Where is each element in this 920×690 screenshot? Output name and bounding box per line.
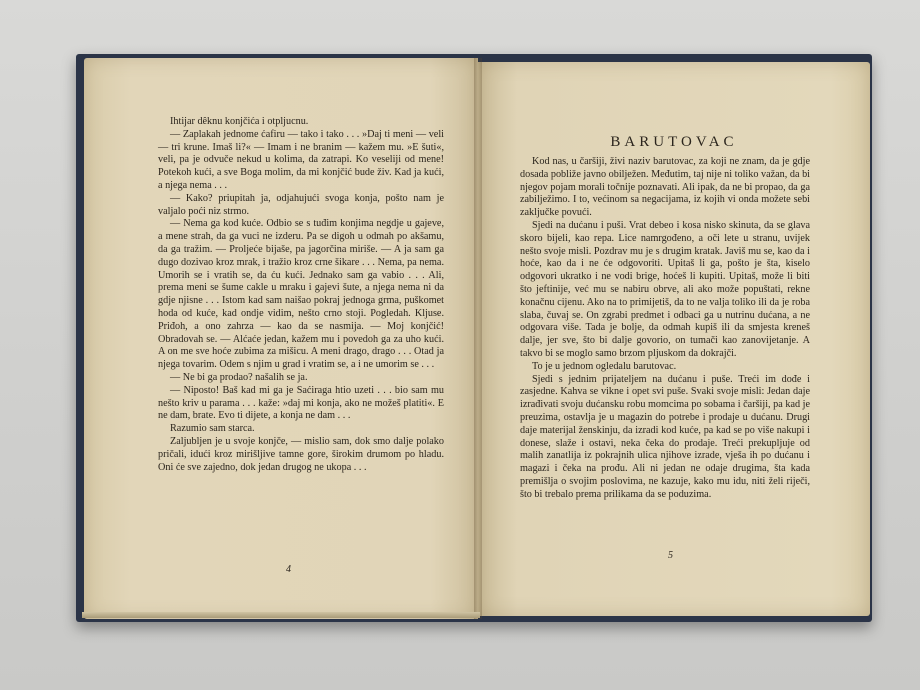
left-page-text: [158, 116, 444, 474]
chapter-title: BARUTOVAC: [610, 134, 738, 150]
page-edge: [82, 612, 480, 618]
paragraph: — Nema ga kod kuće. Odbio se s tuđim konjima negdje u gajeve, a mene strah, da ga vuci ne izderu. Pa se digoh u odmah po akšamu, da ga tražim. — Proljeće bijaše, pa jagorčina miriše. — A ja sam ga dugo dozivao kroz mrak, i tražio kroz crne šikare . . . Nema, pa nema. Umorih se i vratih se, da ću kući. Jednako sam ga vabio . . . Ali, prema meni se šume cakle u mraku i gajevi šute, a njega nema ni da gdje njisne . . . Istom kad sam naišao pokraj jednoga grma, puškomet hoda od kuće, kad ondje vidim, nešto crno stoji. Pogledah. Kljuse. Priđoh, a ono zahrza — kao da se nasmija. — Moj konjčić! Obradovah se. — Alćaće jedan, kažem mu i povedoh ga za uho kući. A on me sve hoće zubima za mišicu. A meni drago, drago . . . Otad ja njega tovarim. Odem s njim u grad i vratim se, a i ne umorim se . . .: [158, 218, 444, 371]
paragraph: Kod nas, u čaršiji, živi naziv barutovac, za koji ne znam, da je gdje dosada pobliže javno obilježen. Međutim, taj nije ni toliko važan, da bi njegov pojam morali točnije poznavati. Ali ipak, da ne bi propao, da ga zabilježimo. I to, većinom sa negacijama, iz kojih vi onda možete sebi zaključke povući.: [520, 156, 810, 219]
page-number: 5: [668, 550, 673, 561]
paragraph: — Niposto! Baš kad mi ga je Saćiraga htio uzeti . . . bio sam mu nešto kriv u parama . . . kaže: »daj mi konja, ako ne možeš platiti«. E ne dam, brate. Evo ti dijete, a konja ne dam . . .: [158, 384, 444, 422]
paragraph: Razumio sam starca.: [170, 423, 255, 435]
right-page: [478, 62, 870, 616]
left-page: [84, 58, 478, 619]
paragraph: To je u jednom ogledalu barutovac.: [532, 360, 677, 372]
paragraph: Zaljubljen je u svoje konjče, — mislio sam, dok smo dalje polako pričali, idući kroz mirišljive tamne gore, širokim drumom po hladu. Oni će sve zajedno, dok jedan drugog ne ukopa . . .: [158, 435, 444, 473]
paragraph: Sjedi na dućanu i puši. Vrat debeo i kosa nisko skinuta, da se glava skoro bijeli, kao repa. Lice namrgođeno, a oči lete u stranu, uvijek nešto svoje misli. Pozdrav mu je s drugim kratak. Javiš mu se, kao da i hoće, kao da i ne će odgovoriti. Upitaš li ga, pošto je šta, kiselo odgovori ukratko i ne vodi brige, hoćeš li kupiti. Upitaš, može li biti što jeftinije, već mu se nabiru obrve, ali ako može popuštati, rekne konačnu cijenu. Ako na to primijetiš, da to ne valja toliko ili da je roba slaba, čuvaj se. On zgrabi predmet i odbaci ga u nutrinu dućana, a ne odgovara više. Tada je bolje, da odmah kupiš ili da smjesta kreneš dalje, jer sve, što bi dalje govorio, on tumači kao zanovijetanje. A takvo bi se moglo samo brzom pljuskom da dokrajči.: [520, 219, 810, 359]
paragraph: — Kako? priupitah ja, odjahujući svoga konja, pošto nam je valjalo poći niz strmo.: [158, 192, 444, 217]
paragraph: Sjedi s jednim prijateljem na dućanu i puše. Treći im dođe i zasjedne. Kahva se vikne i opet svi puše. Svaki svoje misli: Jedan daje izrađivati svoju dućansku robu momcima po sobama i čaršiji, pa kad je preuzima, ostavlja je u magazin do potrebe i prodaje u dućanu. Drugi daje materijal ženskinju, da izradi kod kuće, pa kad se po više nakupi i donese, slaže i ostavi, neka čeka do prodaje. Treći prekupljuje od malih zanatlija iz pokrajnih ulica njihove izrade, vješa ih po dućanu i magazi i čeka na prođu. Ali ni jedan ne odaje drugima, šta kada premišlja o svojim poslovima, ne kazuje, kako mu idu, niti želi riječi, što bi trebalo prema prilikama da se poduzima.: [520, 373, 810, 500]
book-gutter: [474, 58, 482, 619]
paragraph: — Zaplakah jednome ćafiru — tako i tako . . . »Daj ti meni — veli — tri krune. Imaš li?« — Imam i ne branim — kažem mu. »E šuti«, veli, pa je odvuče nekud u kolima, da zatrapi. Ko veseliji od mene! Potekoh kući, a sve Boga molim, da mi konjčić bude živ. Kad ja kući, a njega nema . . .: [158, 128, 444, 191]
paragraph: — Ne bi ga prodao? našalih se ja.: [170, 371, 308, 383]
right-page-text: [520, 156, 810, 502]
paragraph: Ihtijar dêknu konjčića i otpljucnu.: [170, 116, 309, 127]
page-number: 4: [286, 564, 291, 575]
